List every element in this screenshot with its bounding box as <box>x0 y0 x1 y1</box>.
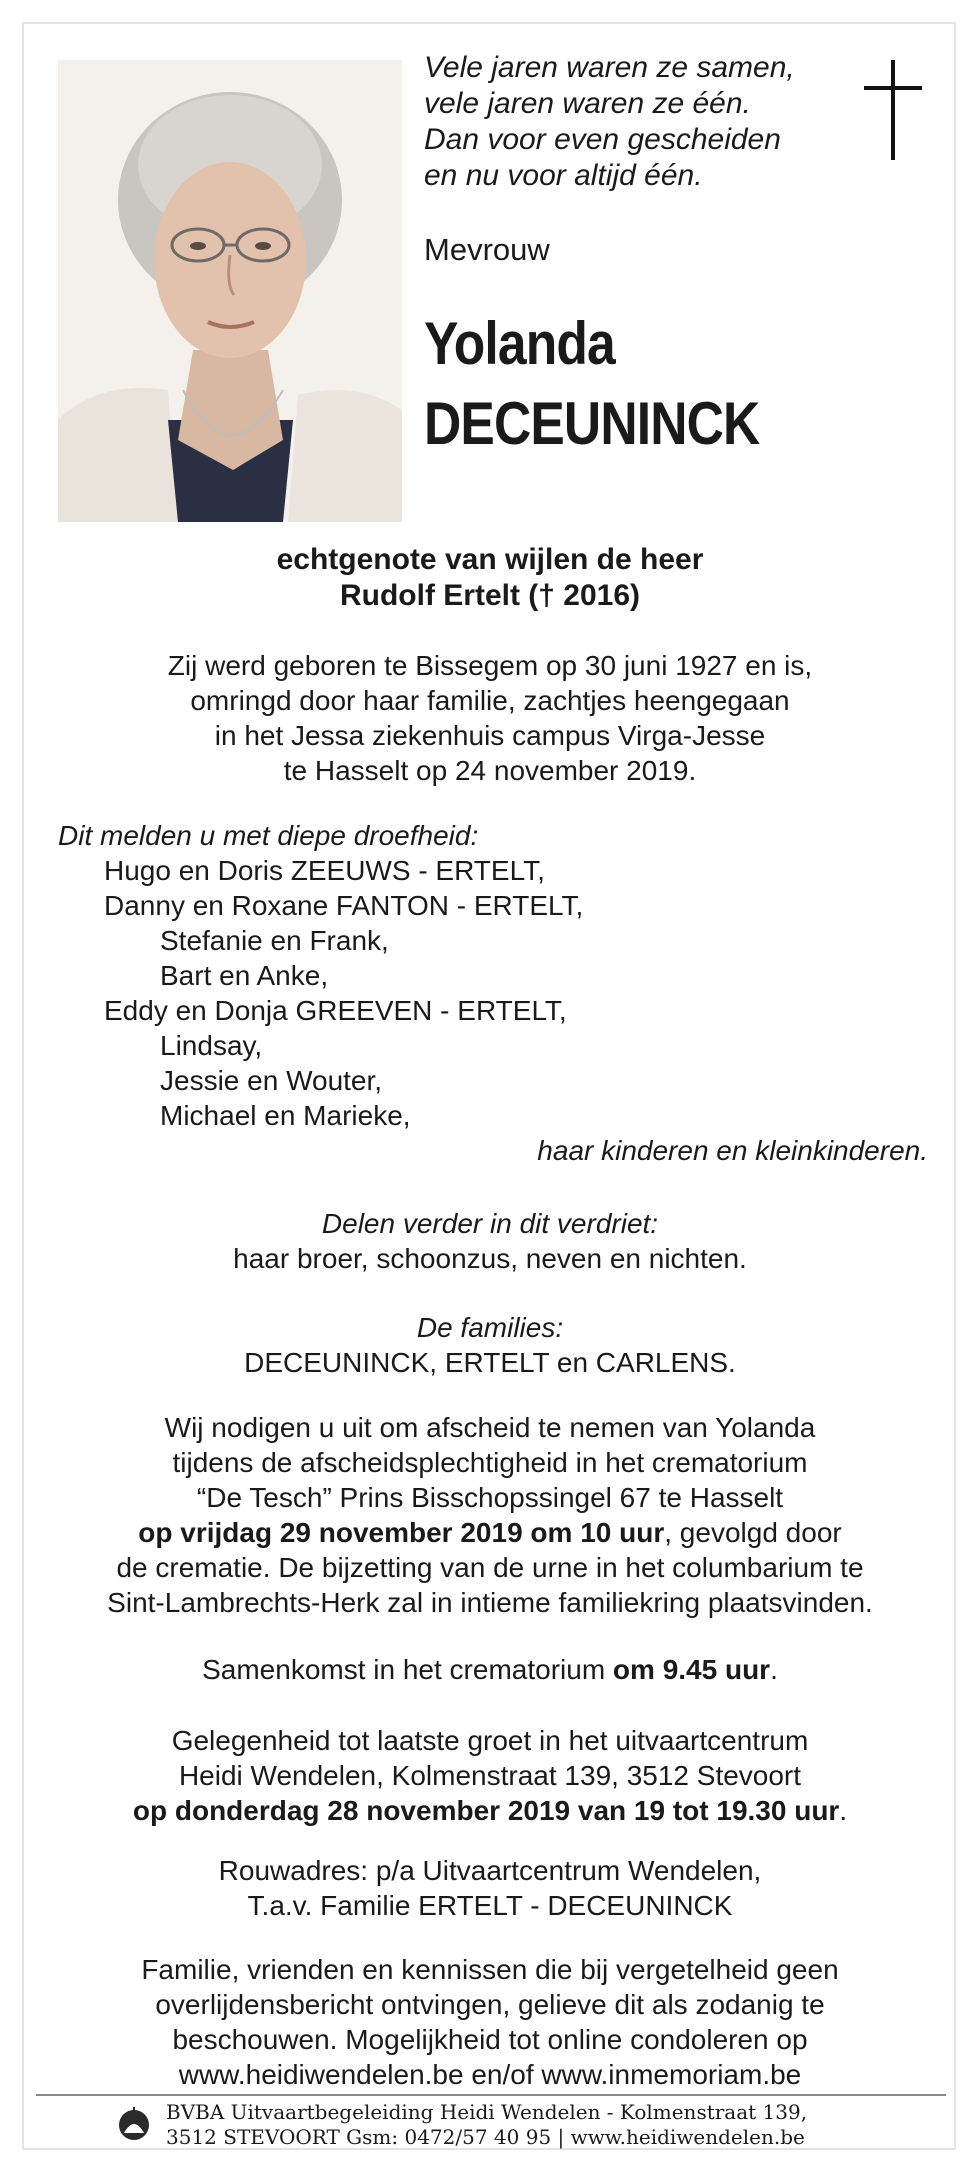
viewing-info <box>40 1723 940 1828</box>
ceremony-date: op vrijdag 29 november 2019 om 10 uur <box>138 1517 665 1548</box>
footer-divider <box>36 2094 946 2096</box>
poem-line: Vele jaren waren ze samen, <box>424 51 795 84</box>
family-member: Hugo en Doris ZEEUWS - ERTELT, <box>104 855 545 886</box>
invite-line: Wij nodigen u uit om afscheid te nemen van Yolanda <box>164 1412 816 1443</box>
footer-line: BVBA Uitvaartbegeleiding Heidi Wendelen - Kolmenstraat 139, <box>166 2100 808 2124</box>
invite-line-rest: , gevolgd door <box>664 1517 842 1548</box>
announcement-tail: haar kinderen en kleinkinderen. <box>537 1135 928 1166</box>
notice-line: overlijdensbericht ontvingen, gelieve dit als zodanig te <box>155 1989 825 2020</box>
invite-line <box>40 1515 940 1550</box>
funeral-home-logo-icon <box>116 2103 152 2145</box>
footer-info <box>166 2100 807 2150</box>
spouse-line: echtgenote van wijlen de heer <box>276 543 704 576</box>
gathering-time: om 9.45 uur <box>612 1654 771 1685</box>
poem-line: en nu voor altijd één. <box>424 159 703 192</box>
family-member: Eddy en Donja GREEVEN - ERTELT, <box>104 995 567 1026</box>
salutation: Mevrouw <box>424 232 550 267</box>
family-member: Danny en Roxane FANTON - ERTELT, <box>104 890 584 921</box>
viewing-line: Gelegenheid tot laatste groet in het uitvaartcentrum <box>171 1725 809 1756</box>
families-lead: De families: <box>416 1312 564 1343</box>
gathering-line <box>40 1652 940 1687</box>
viewing-line <box>40 1793 940 1828</box>
birth-death-info <box>40 648 940 788</box>
last-name: DECEUNINCK <box>424 390 760 457</box>
spouse-info <box>40 542 940 614</box>
share-lead: Delen verder in dit verdriet: <box>321 1208 659 1239</box>
notice <box>40 1952 940 2092</box>
share-text: haar broer, schoonzus, neven en nichten. <box>233 1243 747 1274</box>
notice-line: Familie, vrienden en kennissen die bij vergetelheid geen <box>141 1954 839 1985</box>
poem <box>424 50 824 194</box>
invite-line: Sint-Lambrechts-Herk zal in intieme familiekring plaatsvinden. <box>107 1587 873 1618</box>
birth-line: Zij werd geboren te Bissegem op 30 juni 1927 en is, <box>167 650 813 681</box>
cross-icon <box>864 60 922 160</box>
notice-line: www.heidiwendelen.be en/of www.inmemoriam.be <box>178 2059 802 2090</box>
gathering-text: Samenkomst in het crematorium <box>202 1654 613 1685</box>
gathering-end: . <box>770 1654 778 1685</box>
families <box>40 1310 940 1380</box>
invite-line: tijdens de afscheidsplechtigheid in het crematorium <box>172 1447 808 1478</box>
viewing-line: Heidi Wendelen, Kolmenstraat 139, 3512 Stevoort <box>178 1760 802 1791</box>
family-member: Jessie en Wouter, <box>160 1065 383 1096</box>
birth-line: omringd door haar familie, zachtjes heengegaan <box>190 685 790 716</box>
address-line: T.a.v. Familie ERTELT - DECEUNINCK <box>247 1890 733 1921</box>
first-name: Yolanda <box>424 310 615 377</box>
address-line: Rouwadres: p/a Uitvaartcentrum Wendelen, <box>218 1855 762 1886</box>
notice-line: beschouwen. Mogelijkheid tot online condoleren op <box>172 2024 808 2055</box>
announcement-lead: Dit melden u met diepe droefheid: <box>58 820 479 851</box>
ceremony-invitation <box>40 1410 940 1620</box>
families-text: DECEUNINCK, ERTELT en CARLENS. <box>244 1347 736 1378</box>
birth-line: in het Jessa ziekenhuis campus Virga-Jesse <box>214 720 766 751</box>
gathering-info <box>40 1652 940 1687</box>
family-member: Michael en Marieke, <box>160 1100 411 1131</box>
invite-line: “De Tesch” Prins Bisschopssingel 67 te Hasselt <box>196 1482 784 1513</box>
share-grief <box>40 1206 940 1276</box>
poem-line: vele jaren waren ze één. <box>424 87 751 120</box>
family-member: Stefanie en Frank, <box>160 925 389 956</box>
invite-line: de crematie. De bijzetting van de urne in het columbarium te <box>116 1552 864 1583</box>
viewing-end: . <box>839 1795 848 1826</box>
spouse-line: Rudolf Ertelt († 2016) <box>339 579 641 612</box>
birth-line: te Hasselt op 24 november 2019. <box>283 755 697 786</box>
poem-line: Dan voor even gescheiden <box>424 123 781 156</box>
portrait-photo <box>58 60 402 522</box>
family-member: Bart en Anke, <box>160 960 329 991</box>
viewing-date: op donderdag 28 november 2019 van 19 tot 19.30 uur <box>132 1795 840 1826</box>
footer-line: 3512 STEVOORT Gsm: 0472/57 40 95 | www.heidiwendelen.be <box>166 2125 805 2149</box>
family-member: Lindsay, <box>160 1030 263 1061</box>
mourning-address <box>40 1853 940 1923</box>
family-announcement <box>58 818 928 1168</box>
